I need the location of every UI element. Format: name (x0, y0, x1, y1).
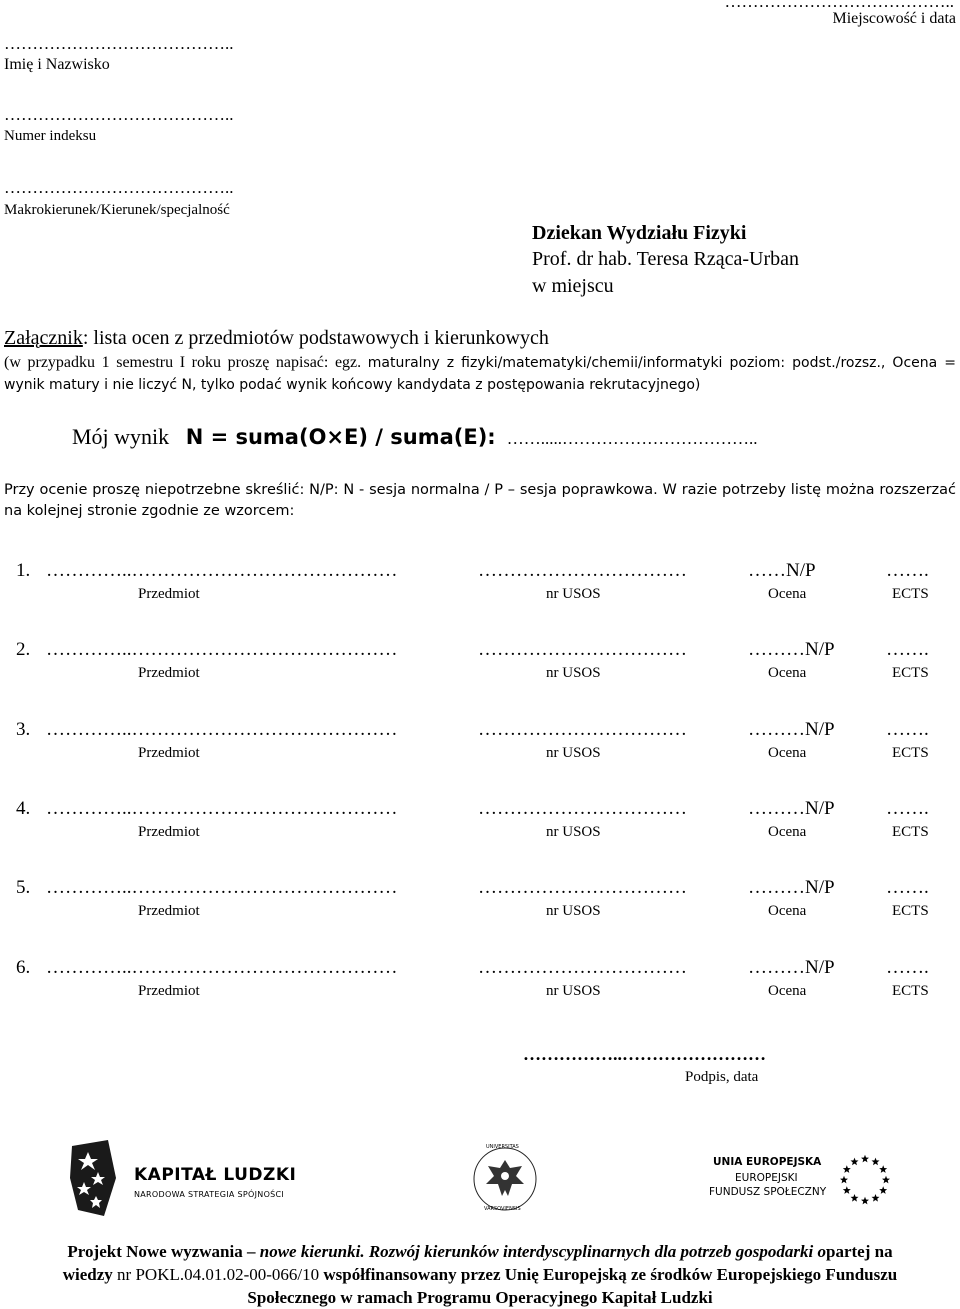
place-date-label: Miejscowość i data (832, 10, 956, 27)
attachment-label: Załącznik (4, 327, 83, 349)
usos-field: …………………………… (478, 798, 687, 819)
grade-label: Ocena (768, 983, 807, 999)
subject-label: Przedmiot (138, 665, 200, 681)
ects-field: ……. (886, 639, 929, 660)
result-dots: …….....…………………………….. (506, 429, 758, 448)
grade-label: Ocena (768, 745, 807, 761)
usos-field: …………………………… (478, 719, 687, 740)
usos-label: nr USOS (546, 665, 601, 681)
eu-star (872, 1158, 880, 1166)
subject-field: …………..…………………………………… (46, 877, 398, 898)
ects-label: ECTS (892, 586, 929, 602)
row-number: 6. (16, 957, 31, 978)
kapital-ludzki-logo (68, 1138, 308, 1218)
eu-star (843, 1186, 851, 1194)
grade-field: ………N/P (748, 639, 835, 660)
eu-line3: FUNDUSZ SPOŁECZNY (709, 1186, 827, 1198)
ects-label: ECTS (892, 903, 929, 919)
usos-label: nr USOS (546, 903, 601, 919)
index-dots: ………………………………….. (4, 105, 234, 124)
name-label: Imię i Nazwisko (4, 56, 110, 73)
name-dots: ………………………………….. (4, 34, 234, 53)
eu-star (872, 1194, 880, 1202)
subject-field: …………..…………………………………… (46, 957, 398, 978)
field-label: Makrokierunek/Kierunek/specjalność (4, 202, 230, 218)
addressee-name: Prof. dr hab. Teresa Rząca-Urban (532, 248, 800, 270)
row-number: 4. (16, 798, 31, 819)
eu-star (861, 1197, 869, 1205)
usos-label: nr USOS (546, 745, 601, 761)
footer-part3: partej na (826, 1242, 893, 1261)
eu-line2: EUROPEJSKI (735, 1172, 798, 1184)
uw-text-top: UNIVERSITAS (486, 1144, 519, 1150)
subject-field: …………..…………………………………… (46, 639, 398, 660)
attachment-heading (4, 327, 549, 350)
ects-label: ECTS (892, 983, 929, 999)
result-label: Mój wynik (72, 424, 170, 449)
eu-stars-icon (837, 1152, 893, 1208)
eu-star (843, 1165, 851, 1173)
subject-label: Przedmiot (138, 745, 200, 761)
usos-field: …………………………… (478, 957, 687, 978)
eu-star (882, 1176, 890, 1184)
footer-line1 (0, 1240, 960, 1263)
usos-field: …………………………… (478, 560, 687, 581)
ects-label: ECTS (892, 824, 929, 840)
grade-field: ………N/P (748, 957, 835, 978)
place-date-dots: ………………………………….. (724, 0, 954, 11)
index-label: Numer indeksu (4, 128, 97, 144)
eu-star (840, 1176, 848, 1184)
subject-label: Przedmiot (138, 586, 200, 602)
ects-field: ……. (886, 798, 929, 819)
grade-field: ………N/P (748, 719, 835, 740)
ects-field: ……. (886, 957, 929, 978)
ects-field: ……. (886, 719, 929, 740)
eu-star (879, 1165, 887, 1173)
attachment-note (4, 352, 956, 396)
result-formula: N = suma(O×E) / suma(E): (185, 425, 496, 449)
attachment-note-part3: , Ocena = wynik matury i nie liczyć N, tylko podać wynik końcowy kandydata z postępowania rekrutacyjnego) (4, 355, 956, 393)
grade-field: ………N/P (748, 877, 835, 898)
subject-field: …………..…………………………………… (46, 560, 398, 581)
kl-subtitle: NARODOWA STRATEGIA SPÓJNOŚCI (134, 1190, 285, 1199)
subject-label: Przedmiot (138, 824, 200, 840)
attachment-note-part2: maturalny z fizyki/matematyki/chemii/informatyki poziom: podst./rozsz. (367, 355, 881, 371)
subject-field: …………..…………………………………… (46, 719, 398, 740)
attachment-heading-text: : lista ocen z przedmiotów podstawowych i kierunkowych (82, 327, 549, 349)
footer-part4: wiedzy (62, 1265, 113, 1284)
eu-star (879, 1186, 887, 1194)
row-number: 1. (16, 560, 31, 581)
grade-label: Ocena (768, 903, 807, 919)
row-number: 2. (16, 639, 31, 660)
subject-field: …………..…………………………………… (46, 798, 398, 819)
footer-line2 (0, 1263, 960, 1286)
kl-title: KAPITAŁ LUDZKI (134, 1165, 297, 1185)
usos-field: …………………………… (478, 877, 687, 898)
usos-label: nr USOS (546, 824, 601, 840)
row-number: 3. (16, 719, 31, 740)
ects-label: ECTS (892, 745, 929, 761)
row-number: 5. (16, 877, 31, 898)
university-logo (472, 1146, 538, 1212)
usos-label: nr USOS (546, 983, 601, 999)
result-line (72, 424, 757, 450)
project-footer (0, 1240, 960, 1309)
subject-label: Przedmiot (138, 983, 200, 999)
instructions-text: Przy ocenie proszę niepotrzebne skreślić: N/P: N - sesja normalna / P – sesja poprawkowa. W razie potrzeby listę można rozszerzać na kolejnej stronie zgodnie ze wzorcem: (4, 482, 956, 519)
eu-star (851, 1194, 859, 1202)
addressee-title: Dziekan Wydziału Fizyki (532, 222, 747, 244)
uw-text-bottom: VARSOVIENSIS (484, 1206, 521, 1212)
usos-field: …………………………… (478, 639, 687, 660)
ects-field: ……. (886, 560, 929, 581)
grade-field: ………N/P (748, 798, 835, 819)
footer-part6: współfinansowany przez Unię Europejską ze środków Europejskiego Funduszu (323, 1265, 898, 1284)
signature-dots: ……………..…………………… (523, 1044, 766, 1064)
field-dots: ………………………………….. (4, 178, 234, 197)
footer-part1: Projekt Nowe wyzwania – (67, 1242, 260, 1261)
addressee-place: w miejscu (532, 275, 614, 297)
ects-field: ……. (886, 877, 929, 898)
subject-label: Przedmiot (138, 903, 200, 919)
eagle-seal-icon (472, 1146, 538, 1212)
grade-label: Ocena (768, 824, 807, 840)
footer-part2: nowe kierunki. Rozwój kierunków interdyscyplinarnych dla potrzeb gospodarki o (259, 1242, 826, 1261)
eu-star (861, 1155, 869, 1163)
eu-line1: UNIA EUROPEJSKA (713, 1156, 822, 1168)
ects-label: ECTS (892, 665, 929, 681)
attachment-note-part1: (w przypadku 1 semestru I roku proszę napisać: egz. (4, 354, 368, 371)
footer-line3: Społecznego w ramach Programu Operacyjnego Kapitał Ludzki (247, 1288, 713, 1307)
footer-part5: nr POKL.04.01.02-00-066/10 (112, 1265, 324, 1284)
usos-label: nr USOS (546, 586, 601, 602)
grade-label: Ocena (768, 665, 807, 681)
eu-star (851, 1158, 859, 1166)
grade-field: ……N/P (748, 560, 816, 581)
grade-label: Ocena (768, 586, 807, 602)
eu-logo (705, 1150, 895, 1210)
signature-label: Podpis, data (685, 1069, 759, 1085)
